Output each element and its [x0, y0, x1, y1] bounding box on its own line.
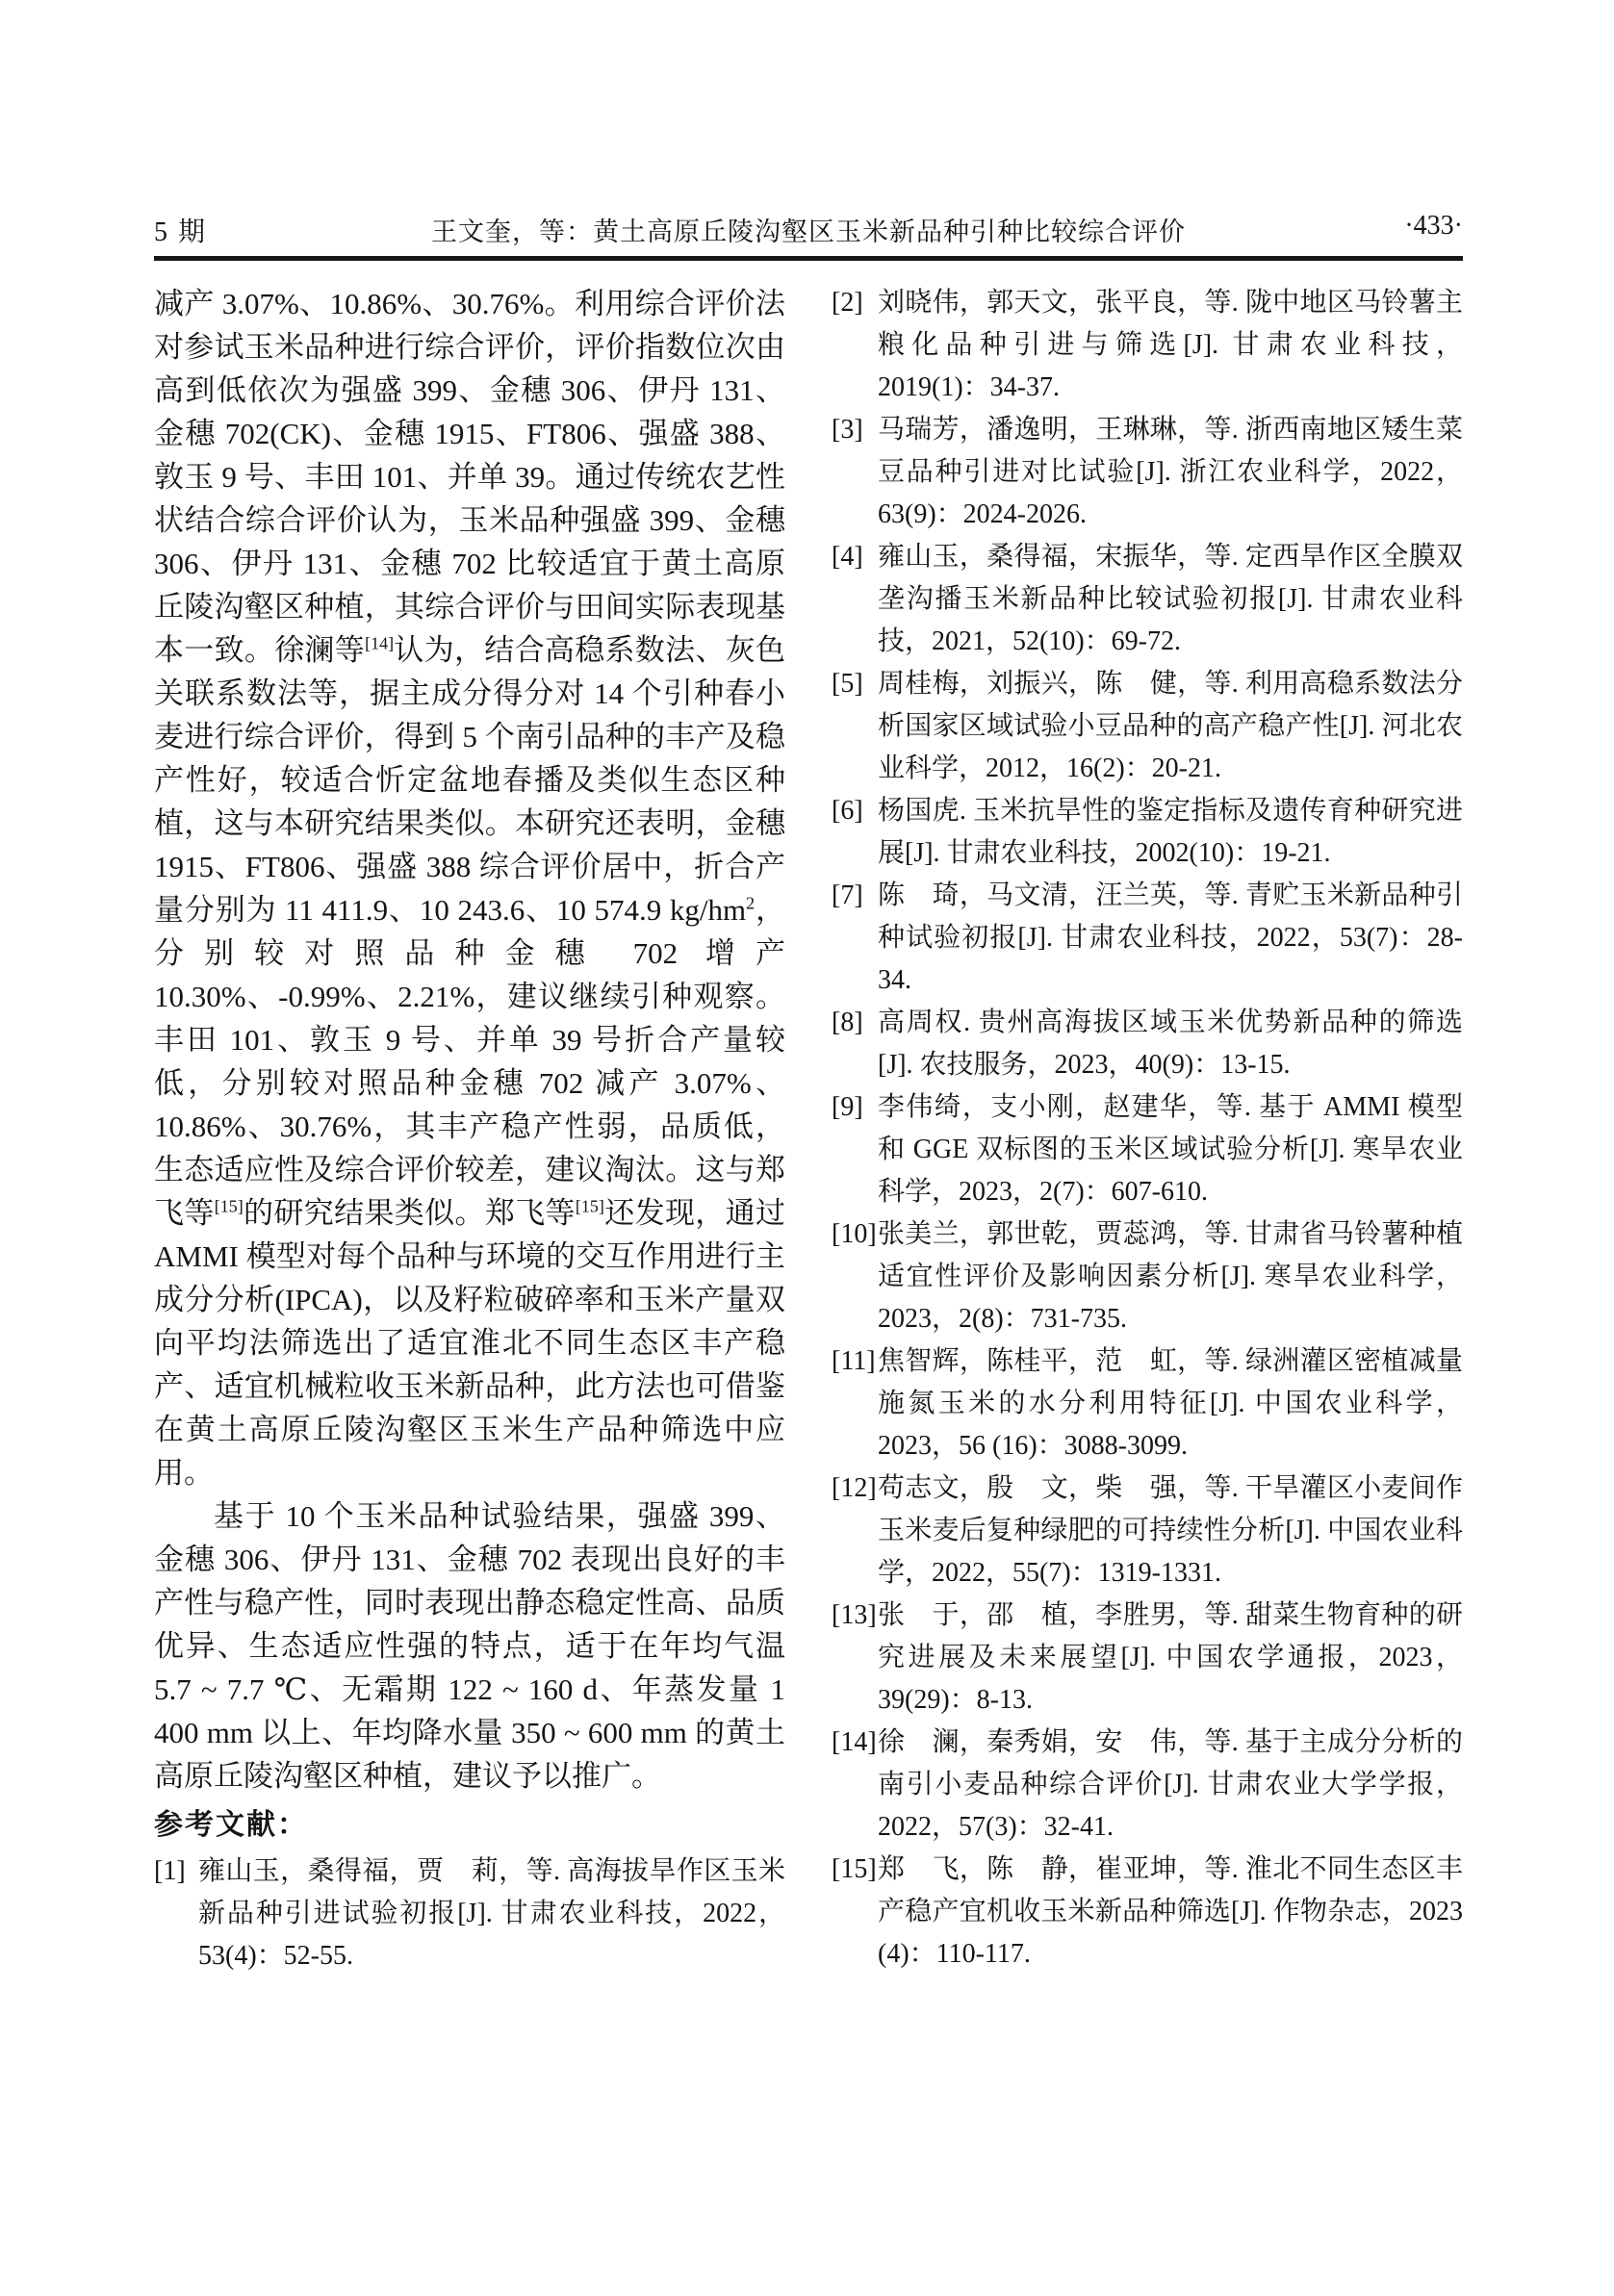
reference-item-9: [832, 1086, 1463, 1213]
reference-item-2: [832, 282, 1463, 409]
reference-item-15: [832, 1849, 1463, 1976]
citation-superscript-15: [15]: [214, 1196, 243, 1216]
reference-text: 周桂梅，刘振兴，陈 健，等. 利用高稳系数法分析国家区域试验小豆品种的高产稳产性[J]. 河北农业科学，2012，16(2)：20-21.: [878, 669, 1463, 783]
reference-label: [12]: [832, 1473, 877, 1503]
page-header: [154, 207, 1463, 247]
paragraph-text: 认为，结合高稳系数法、灰色关联系数法等，据主成分得分对 14 个引种春小麦进行综合评价，得到 5 个南引品种的丰产及稳产性好，较适合忻定盆地春播及类似生态区种植，这与本研究结果类似。本研究还表明，金穗 1915、FT806、强盛 388 综合评价居中，折合产量分别为 11 411.9、10 243.6、10 574.9 kg/hm: [154, 633, 786, 927]
paragraph-text: 减产 3.07%、10.86%、30.76%。利用综合评价法对参试玉米品种进行综合评价，评价指数位次由高到低依次为强盛 399、金穗 306、伊丹 131、金穗 702(CK)、金穗 1915、FT806、强盛 388、敦玉 9 号、丰田 101、并单 39。通过传统农艺性状结合综合评价认为，玉米品种强盛 399、金穗 306、伊丹 131、金穗 702 比较适宜于黄土高原丘陵沟壑区种植，其综合评价与田间实际表现基本一致。徐澜等: [154, 287, 785, 667]
reference-item-6: [832, 790, 1463, 875]
running-title: 王文奎，等：黄土高原丘陵沟壑区玉米新品种引种比较综合评价: [431, 217, 1186, 246]
reference-label: [11]: [832, 1346, 876, 1376]
citation-superscript-15: [15]: [575, 1196, 604, 1216]
reference-item-13: [832, 1594, 1463, 1722]
reference-text: 马瑞芳，潘逸明，王琳琳，等. 浙西南地区矮生菜豆品种引进对比试验[J]. 浙江农业科学，2022，63(9)：2024-2026.: [878, 415, 1463, 529]
paragraph-text: ，分别较对照品种金穗 702 增产 10.30%、-0.99%、2.21%，建议继续引种观察。丰田 101、敦玉 9 号、并单 39 号折合产量较低，分别较对照品种金穗 702 减产 3.07%、10.86%、30.76%，其丰产稳产性弱，品质低，生态适应性及综合评价较差，建议淘汰。这与郑飞等: [154, 893, 785, 1230]
references-heading: 参考文献：: [154, 1809, 308, 1841]
paragraph-text: 的研究结果类似。郑飞等: [243, 1196, 576, 1230]
reference-text: 杨国虎. 玉米抗旱性的鉴定指标及遗传育种研究进展[J]. 甘肃农业科技，2002(10)：19-21.: [878, 796, 1463, 868]
reference-label: [9]: [832, 1092, 863, 1122]
reference-item-7: [832, 875, 1463, 1002]
reference-text: 张 于，邵 植，李胜男，等. 甜菜生物育种的研究进展及未来展望[J]. 中国农学通报，2023，39(29)：8-13.: [878, 1600, 1463, 1715]
reference-text: 陈 琦，马文清，汪兰英，等. 青贮玉米新品种引种试验初报[J]. 甘肃农业科技，2022，53(7)：28-34.: [878, 880, 1463, 995]
reference-label: [15]: [832, 1854, 877, 1884]
reference-label: [13]: [832, 1600, 877, 1630]
reference-label: [7]: [832, 880, 863, 910]
reference-label: [14]: [832, 1727, 877, 1757]
reference-label: [8]: [832, 1008, 863, 1037]
discussion-paragraph: [154, 282, 785, 1494]
reference-label: [10]: [832, 1219, 877, 1249]
reference-text: 焦智辉，陈桂平，范 虹，等. 绿洲灌区密植减量施氮玉米的水分利用特征[J]. 中国农业科学，2023，56 (16)：3088-3099.: [878, 1346, 1463, 1461]
reference-text: 张美兰，郭世乾，贾蕊鸿，等. 甘肃省马铃薯种植适宜性评价及影响因素分析[J]. 寒旱农业科学，2023，2(8)：731-735.: [878, 1219, 1463, 1334]
header-rule: [154, 256, 1463, 261]
reference-item-1: [154, 1850, 785, 1977]
reference-item-8: [832, 1002, 1463, 1086]
reference-text: 雍山玉，桑得福，贾 莉，等. 高海拔旱作区玉米新品种引进试验初报[J]. 甘肃农业科技，2022，53(4)：52-55.: [198, 1856, 785, 1971]
unit-superscript: 2: [746, 893, 756, 913]
page-number: ·433·: [1404, 211, 1463, 241]
reference-label: [5]: [832, 669, 863, 699]
reference-text: 雍山玉，桑得福，宋振华，等. 定西旱作区全膜双垄沟播玉米新品种比较试验初报[J]. 甘肃农业科技，2021，52(10)：69-72.: [878, 542, 1463, 656]
reference-label: [1]: [154, 1856, 186, 1886]
reference-text: 郑 飞，陈 静，崔亚坤，等. 淮北不同生态区丰产稳产宜机收玉米新品种筛选[J]. 作物杂志，2023 (4)：110-117.: [878, 1854, 1463, 1969]
reference-label: [3]: [832, 415, 863, 445]
reference-text: 徐 澜，秦秀娟，安 伟，等. 基于主成分分析的南引小麦品种综合评价[J]. 甘肃农业大学学报，2022，57(3)：32-41.: [878, 1727, 1463, 1842]
reference-item-4: [832, 536, 1463, 663]
reference-label: [2]: [832, 288, 863, 318]
reference-label: [6]: [832, 796, 863, 826]
reference-text: 李伟绮，支小刚，赵建华，等. 基于 AMMI 模型和 GGE 双标图的玉米区域试验分析[J]. 寒旱农业科学，2023，2(7)：607-610.: [878, 1092, 1463, 1207]
right-column: [832, 282, 1463, 1977]
reference-label: [4]: [832, 542, 863, 572]
reference-item-10: [832, 1213, 1463, 1340]
paragraph-text: 还发现，通过 AMMI 模型对每个品种与环境的交互作用进行主成分分析(IPCA)，以及籽粒破碎率和玉米产量双向平均法筛选出了适宜淮北不同生态区丰产稳产、适宜机械粒收玉米新品种，此方法也可借鉴在黄土高原丘陵沟壑区玉米生产品种筛选中应用。: [154, 1196, 786, 1490]
conclusion-paragraph: 基于 10 个玉米品种试验结果，强盛 399、金穗 306、伊丹 131、金穗 702 表现出良好的丰产性与稳产性，同时表现出静态稳定性高、品质优异、生态适应性强的特点，适于在年均气温 5.7 ~ 7.7 ℃、无霜期 122 ~ 160 d、年蒸发量 1 400 mm 以上、年均降水量 350 ~ 600 mm 的黄土高原丘陵沟壑区种植，建议予以推广。: [154, 1499, 785, 1793]
left-column: [154, 282, 785, 1977]
citation-superscript-14: [14]: [365, 633, 395, 653]
reference-text: 高周权. 贵州高海拔区域玉米优势新品种的筛选[J]. 农技服务，2023，40(9)：13-15.: [878, 1008, 1463, 1080]
reference-item-14: [832, 1722, 1463, 1849]
reference-text: 苟志文，殷 文，柴 强，等. 干旱灌区小麦间作玉米麦后复种绿肥的可持续性分析[J]. 中国农业科学，2022，55(7)：1319-1331.: [878, 1473, 1463, 1588]
reference-item-3: [832, 409, 1463, 536]
two-column-body: [154, 282, 1463, 1977]
issue-number: 5 期: [154, 217, 208, 247]
reference-item-5: [832, 663, 1463, 790]
reference-item-11: [832, 1340, 1463, 1467]
reference-text: 刘晓伟，郭天文，张平良，等. 陇中地区马铃薯主粮化品种引进与筛选[J]. 甘肃农业科技，2019(1)：34-37.: [878, 288, 1463, 402]
reference-item-12: [832, 1467, 1463, 1594]
